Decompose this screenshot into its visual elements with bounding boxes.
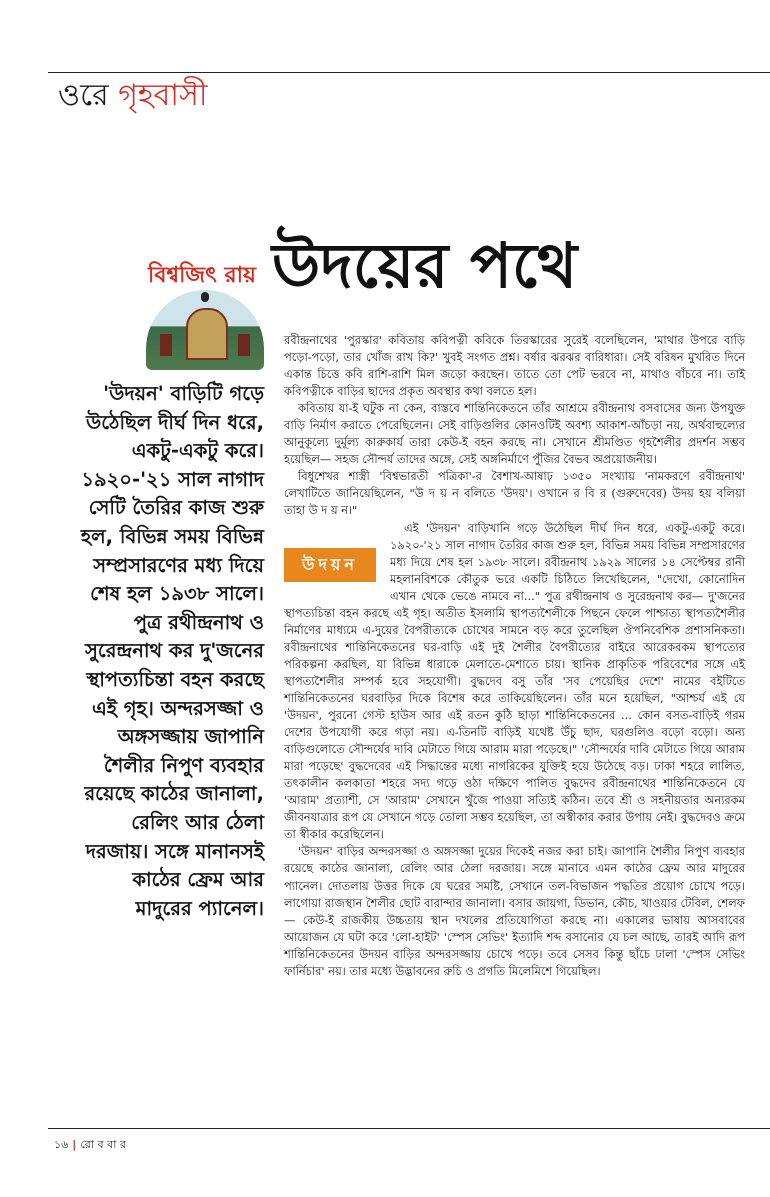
body-paragraph: রবীন্দ্রনাথের 'পুরস্কার' কবিতায় কবিপত্নী কবিকে তিরস্কারের সুরেই বলেছিলেন, 'মাথার উপরে বাড়ি পড়ো-পড়ো, তার খোঁজ রাখ কি?' খুবই সংগত প্রশ্ন। বর্ষার ঝরঝর বারিধারা। সেই বরিষন মুখরিত দিনে একান্ত চিত্তে কবি রাশি-রাশি মিল জড়ো করছেন। তাতে তো পেট ভরবে না, মাথাও বাঁচবে না। তাই কবিপত্নীকে বাড়ির ছাদের প্রকৃত অবস্থার কথা বলতে হল। xyxy=(284,333,745,399)
pull-quote xyxy=(54,380,264,923)
body-paragraph: এই 'উদয়ন' বাড়িখানি গড়ে উঠেছিল দীর্ঘ দিন ধরে, একটু-একটু করে। ১৯২০-'২১ সাল নাগাদ তৈরির কাজ শুরু হল, বিভিন্ন সময় বিভিন্ন সম্প্রসারণের মধ্য দিয়ে শেষ হল ১৯৩৮ সালে। রবীন্দ্রনাথ ১৯২৯ সালের ১৪ সেপ্টেম্বর রানী মহলানবিশকে কৌতুক ভরে একটি চিঠিতে লিখেছিলেন, "দেখো, কোনোদিন এখান থেকে ভেঙে নামবে না..." পুত্র রথীন্দ্রনাথ ও সুরেন্দ্রনাথ কর— দু'জনের স্থাপত্যচিন্তা বহন করছে এই গৃহ। অতীত ইসলামি স্থাপত্যশৈলীকে পিছনে ফেলে পাশ্চাত্য স্থাপত্যশৈলীর নির্মাণের মাধ্যমে এ-দুয়ের বৈপরীত্যকে চোখের সামনে বড় করে তুলেছিল ঔপনিবেশিক প্রশাসনিকতা। রবীন্দ্রনাথের শান্তিনিকেতনের ঘর-বাড়ি এই দুই শৈলীর বৈপরীত্যের বাইরে আরেকরকম স্থাপত্যের পরিকল্পনা করছিল, যা বিভিন্ন ধারাকে মেলাতে-মেশাতে চায়। স্থানিক প্রাকৃতিক পরিবেশের সঙ্গে এই স্থাপত্যশৈলীর সম্পর্ক হবে সহযোগী। বুদ্ধদেব বসু তাঁর 'সব পেয়েছির দেশে' নামের বইটিতে শান্তিনিকেতনের ঘরবাড়ির দিকে বিশেষ করে তাকিয়েছিলেন। তাঁর মনে হয়েছিল, "আশ্চর্য এই যে 'উদয়ন', পুরনো গেস্ট হাউস আর এই রতন কুঠি ছাড়া শান্তিনিকেতনের ... কোন বসত-বাড়িই গরম দেশের উপযোগী করে গড়া নয়। এ-তিনটি বাড়িই যথেষ্ট উঁচু ছাদ, ঘরগুলিও বড়ো বড়ো। অন্য বাড়িগুলোতে সৌন্দর্যের দাবি মেটাতে গিয়ে আরাম মারা পড়েছে।" 'সৌন্দর্যের দাবি মেটাতে গিয়ে আরাম মারা পড়েছে' বুদ্ধদেবের এই সিদ্ধান্তের মধ্যে নাগরিকের যুক্তিই হয়ে উঠেছে বড়। ঢাকা শহরে লালিত, তৎকালীন কলকাতা শহরে সদ্য গড়ে ওঠা দক্ষিণে পালিত বুদ্ধদেব রবীন্দ্রনাথের শান্তিনিকেতনে যে 'আরাম' প্রত্যাশী, সে 'আরাম' সেখানে খুঁজে পাওয়া সত্যিই কঠিন। তবে শ্রী ও সহনীয়তার অন্যরকম জীবনযাত্রার রূপ যে সেখানে গড়ে তোলা সম্ভব হয়েছিল, তা অস্বীকার করার উপায় নেই। বুদ্ধদেবও ক্রমে তা স্বীকার করেছিলেন। xyxy=(284,520,745,842)
pull-quote-line: এই গৃহ। অন্দরসজ্জা ও xyxy=(92,696,264,720)
pull-quote-line: ১৯২০-'২১ সাল নাগাদ xyxy=(81,467,264,491)
photo-udayan-facade xyxy=(146,290,264,370)
top-rule xyxy=(48,72,770,73)
footer-separator: | xyxy=(72,1138,77,1151)
author-byline: বিশ্বজিৎ রায় xyxy=(148,263,256,288)
pull-quote-line: মাদুরের প্যানেল। xyxy=(135,896,264,920)
lamp-shape xyxy=(201,292,209,302)
pull-quote-line: একটু-একটু করে। xyxy=(131,439,264,463)
publication-name: রো ব বা র xyxy=(80,1138,127,1151)
pull-quote-line: সুরেন্দ্রনাথ কর দু'জনের xyxy=(85,639,264,663)
body-paragraph: বিধুশেখর শাস্ত্রী 'বিশ্বভারতী পত্রিকা'-র বৈশাখ-আষাঢ় ১৩৫০ সংখ্যায় 'নামকরণে রবীন্দ্রনাথ' লেখাটিতে জানিয়েছিলেন, "উ দ য় ন বলিতে 'উদয়'। ওখানে র বি র (গুরুদেবের) উদয় হয় বলিয়া তাহা উ দ য় ন।" xyxy=(284,469,745,518)
pull-quote-line: সেটি তৈরির কাজ শুরু xyxy=(88,496,264,520)
page-number: ১৬ xyxy=(54,1138,69,1151)
pull-quote-line: হল, বিভিন্ন সময় বিভিন্ন xyxy=(80,524,264,548)
arch-doorway-shape xyxy=(186,308,228,360)
window-shape xyxy=(238,334,250,356)
pull-quote-line: কাঠের ফ্রেম আর xyxy=(132,868,264,892)
page-footer xyxy=(54,1136,126,1155)
section-title xyxy=(58,76,207,116)
window-shape xyxy=(160,334,172,356)
pull-quote-line: পুত্র রথীন্দ্রনাথ ও xyxy=(133,610,264,634)
bottom-rule xyxy=(48,1128,770,1129)
body-paragraph: কবিতায় যা-ই ঘটুক না কেন, বাস্তবে শান্তিনিকেতনে তাঁর আশ্রমে রবীন্দ্রনাথ বসবাসের জন্য উপযুক্ত বাড়ি নির্মাণ করাতে পেরেছিলেন। সেই বাড়িগুলির কোনওটিই অবশ্য আকাশ-আঁচড়া নয়, অর্থবাহুল্যের আনুকূল্যে দুর্মূল্য কারুকার্য তারা কেউ-ই বহন করছে না। সেখানে শ্রীমণ্ডিত গৃহশৈলীর প্রদর্শন সম্ভব হয়েছিল— সহজ সৌন্দর্য তাদের অঙ্গে, সেই অঙ্গনির্মাণে পুঁজির বৈভব অপ্রয়োজনীয়। xyxy=(284,401,745,467)
pull-quote-line: দরজায়। সঙ্গে মানানসই xyxy=(85,839,264,863)
pull-quote-line: রয়েছে কাঠের জানালা, xyxy=(84,782,264,806)
section-prefix: ওরে xyxy=(58,78,109,113)
pull-quote-line: শৈলীর নিপুণ ব্যবহার xyxy=(103,753,264,777)
tag-wrap xyxy=(284,548,382,600)
headline: উদয়ের পথে xyxy=(272,229,578,302)
article-body xyxy=(284,332,745,980)
pull-quote-line: সম্প্রসারণের মধ্য দিয়ে xyxy=(93,553,264,577)
pull-quote-line: 'উদয়ন' বাড়িটি গড়ে xyxy=(103,382,264,405)
section-highlight: গৃহবাসী xyxy=(118,78,208,113)
pull-quote-line: অঙ্গসজ্জায় জাপানি xyxy=(117,725,264,749)
udayan-tag: উদয়ন xyxy=(284,548,376,582)
pull-quote-line: স্থাপত্যচিন্তা বহন করছে xyxy=(86,667,264,691)
pull-quote-line: রেলিং আর ঠেলা xyxy=(131,810,264,834)
pull-quote-line: উঠেছিল দীর্ঘ দিন ধরে, xyxy=(86,410,264,434)
body-paragraph: 'উদয়ন' বাড়ির অন্দরসজ্জা ও অঙ্গসজ্জা দুয়ের দিকেই নজর করা চাই। জাপানি শৈলীর নিপুণ ব্যবহার রয়েছে কাঠের জানালা, রেলিং আর ঠেলা দরজায়। সঙ্গে মানাবে এমন কাঠের ফ্রেম আর মাদুরের প্যানেল। দোতলায় উত্তর দিকে যে ঘরের সমষ্টি, সেখানে তল-বিভাজন পদ্ধতির প্রয়োগ চোখে পড়ে। লাগোয়া রাজস্থান শৈলীর ছোট বারান্দার জানালা। বসার জায়গা, ডিভান, কৌচ, খাওয়ার টেবিল, শেলফ— কেউ-ই রাজকীয় উচ্চতায় স্থান দখলের প্রতিযোগিতা করছে না। একালের ভাষায় আসবাবের আয়োজন যে ঘটা করে 'লো-হাইট' 'স্পেস সেভিং' ইত্যাদি শব্দ বসানোর যে চল আছে, তারই আদি রূপ শান্তিনিকেতনের উদয়ন বাড়ির অন্দরসজ্জায় চোখে পড়ে। তবে সেসব কিন্তু ছাঁচে ঢালা 'স্পেস সেভিং ফার্নিচার' নয়। তার মধ্যে উদ্ভাবনের রুচি ও প্রগতি মিলেমিশে গিয়েছিল। xyxy=(284,844,745,978)
pull-quote-line: শেষ হল ১৯৩৮ সালে। xyxy=(90,582,264,606)
